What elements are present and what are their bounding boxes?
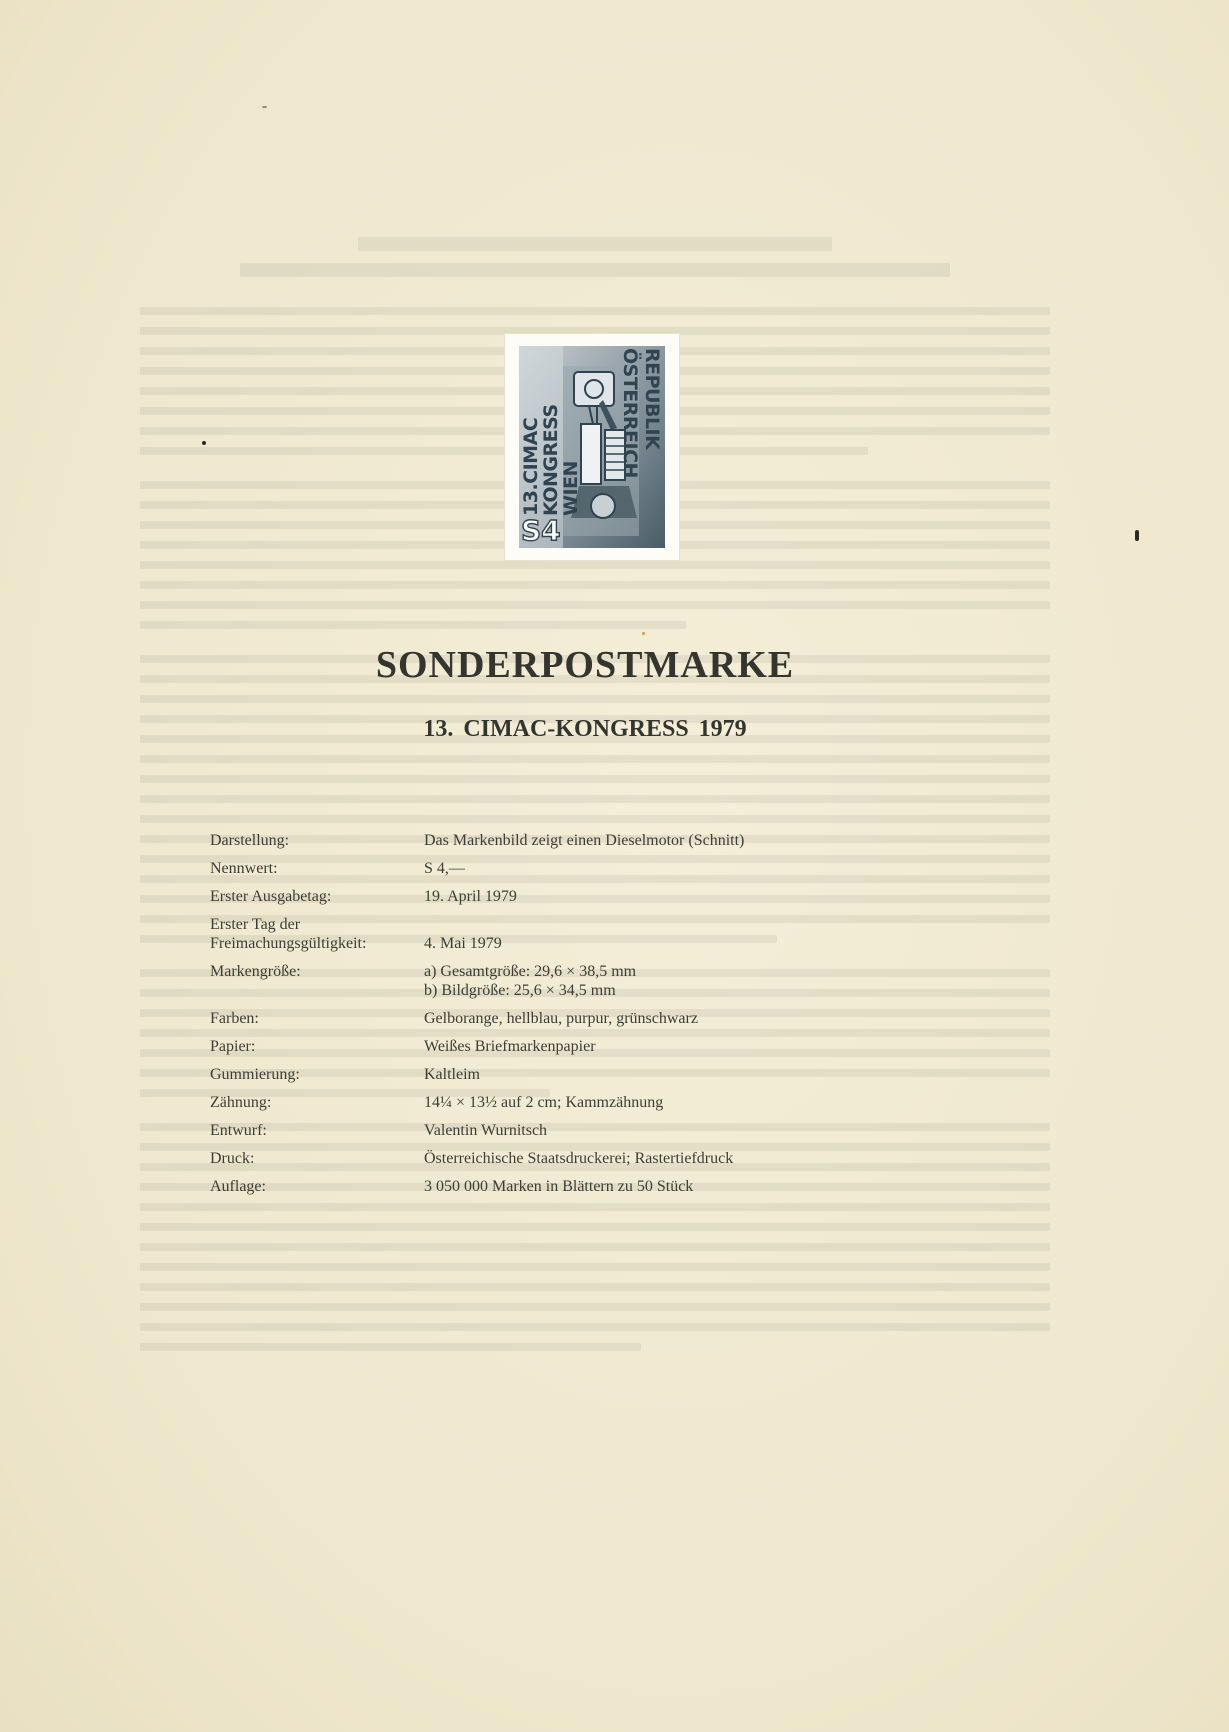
detail-row-gummierung <box>210 1065 910 1084</box>
detail-value: S 4,— <box>424 860 465 877</box>
detail-row-auflage <box>210 1177 910 1196</box>
detail-value <box>424 962 636 1000</box>
detail-value: Gelborange, hellblau, purpur, grünschwarz <box>424 1010 698 1027</box>
detail-label: Auflage: <box>210 1178 266 1195</box>
stamp-caption-line1: 13.CIMAC KONGRESS <box>520 404 562 516</box>
detail-label-line2: Freimachungsgültigkeit: <box>210 935 367 952</box>
detail-label: Druck: <box>210 1150 255 1167</box>
detail-label <box>210 915 424 953</box>
paper-speck <box>1135 530 1139 541</box>
stamp-caption <box>520 346 582 516</box>
detail-value: Valentin Wurnitsch <box>424 1122 548 1139</box>
detail-label: Gummierung: <box>210 1066 300 1083</box>
detail-value: Das Markenbild zeigt einen Dieselmotor (Schnitt) <box>424 832 745 849</box>
detail-label-line1: Erster Tag der <box>210 916 301 933</box>
paper-speck <box>262 106 267 108</box>
detail-label: Entwurf: <box>210 1122 267 1139</box>
detail-row-farben <box>210 1009 910 1028</box>
detail-label: Farben: <box>210 1010 259 1027</box>
page-title: SONDERPOSTMARKE <box>375 644 795 686</box>
detail-row-druck <box>210 1149 910 1168</box>
paper-speck <box>202 441 206 445</box>
paper-speck <box>642 632 645 635</box>
stamp-caption-line2: WIEN <box>560 461 582 516</box>
detail-label: Nennwert: <box>210 860 278 877</box>
page-subtitle: 13. CIMAC-KONGRESS 1979 <box>423 716 747 742</box>
detail-value: 14¼ × 13½ auf 2 cm; Kammzähnung <box>424 1094 664 1111</box>
detail-value: 19. April 1979 <box>424 888 517 905</box>
detail-row-nennwert <box>210 859 910 878</box>
detail-value: 3 050 000 Marken in Blättern zu 50 Stück <box>424 1178 694 1195</box>
detail-row-entwurf <box>210 1121 910 1140</box>
detail-value: Österreichische Staatsdruckerei; Rastertiefdruck <box>424 1150 734 1167</box>
detail-value-text: 4. Mai 1979 <box>424 935 502 952</box>
detail-value: Weißes Briefmarkenpapier <box>424 1038 596 1055</box>
detail-row-papier <box>210 1037 910 1056</box>
detail-value-line2: b) Bildgröße: 25,6 × 34,5 mm <box>424 982 616 999</box>
detail-label: Papier: <box>210 1038 256 1055</box>
detail-label: Darstellung: <box>210 832 290 849</box>
detail-value-line1: a) Gesamtgröße: 29,6 × 38,5 mm <box>424 963 637 980</box>
detail-value: Kaltleim <box>424 1066 480 1083</box>
stamp-details-table <box>210 831 910 1205</box>
detail-label: Markengröße: <box>210 963 301 980</box>
detail-row-ausgabetag <box>210 887 910 906</box>
stamp-face-value: S4 <box>521 514 561 547</box>
detail-label: Erster Ausgabetag: <box>210 888 332 905</box>
detail-row-darstellung <box>210 831 910 850</box>
stamp-country: REPUBLIK ÖSTERREICH <box>619 348 663 478</box>
detail-row-freimachung <box>210 915 910 953</box>
detail-value <box>424 915 502 953</box>
detail-row-markengroesse <box>210 962 910 1000</box>
postage-stamp <box>505 334 679 560</box>
detail-row-zaehnung <box>210 1093 910 1112</box>
detail-label: Zähnung: <box>210 1094 272 1111</box>
